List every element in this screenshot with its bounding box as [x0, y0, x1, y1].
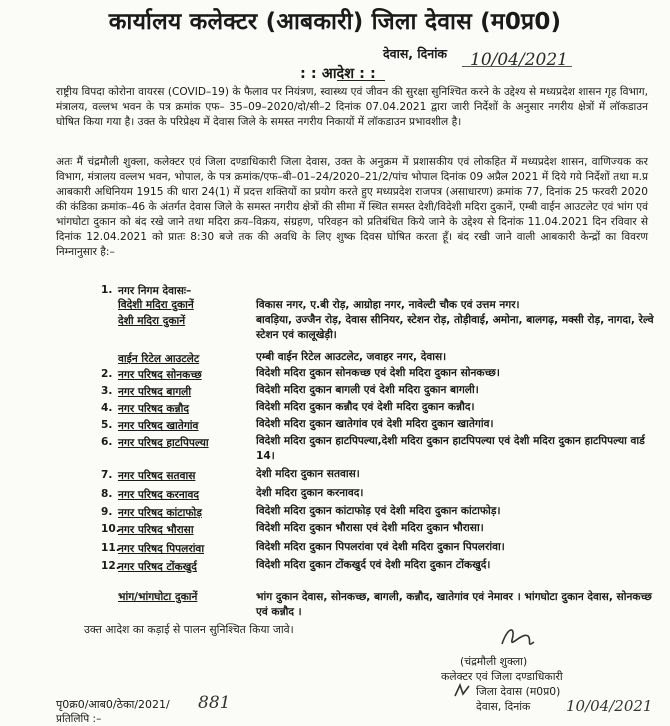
list-item-value: देशी मदिरा दुकान सतवास।: [256, 468, 360, 480]
list-item-value: बावड़िया, उज्जैन रोड़, देवास सीनियर, स्टेशन रोड़, तोड़ीवाई, अमोना, बालगढ़, मक्सी रोड़, नागदा, रेल्वे स्टेशन एवं कालूखेड़ी।: [256, 314, 654, 341]
list-item-value: विदेशी मदिरा दुकान पिपलरांवा एवं देशी मदिरा दुकान पिपलरांवा।: [256, 541, 505, 553]
list-item-value: विदेशी मदिरा दुकान सोनकच्छ एवं देशी मदिरा दुकान सोनकच्छ।: [256, 367, 500, 379]
list-item-number: 10.: [101, 523, 120, 535]
place-date-label: देवास, दिनांक: [383, 46, 448, 61]
list-item-label: नगर परिषद बागली: [118, 386, 192, 398]
list-item-value: विदेशी मदिरा दुकान हाटपिपल्या,देशी मदिरा दुकान हाटपिपल्या एवं देशी मदिरा दुकान हाटपिपल्या वार्ड 14।: [256, 435, 645, 462]
reference-handwritten-number: 881: [198, 693, 231, 713]
list-item-label: नगर परिषद सतवास: [118, 470, 196, 482]
signature-date-label: देवास, दिनांक: [476, 700, 531, 713]
list-item-label: वाईन रिटेल आउटलेट: [118, 353, 200, 365]
list-item-number: 11.: [101, 542, 120, 554]
order-heading: : : आदेश : :: [300, 66, 376, 82]
list-item-label: भांग/भांगघोटा दुकानें: [118, 591, 198, 603]
list-item-number: 5.: [101, 419, 113, 431]
signatory-name: (चंद्रमौली शुक्ला): [460, 655, 528, 668]
signature-handwritten-date: 10/04/2021: [566, 697, 653, 715]
list-item-value: विदेशी मदिरा दुकान कांटाफोड़ एवं देशी मदिरा दुकान कांटाफोड़।: [256, 505, 501, 517]
list-item-number: 3.: [101, 385, 113, 397]
office-title: कार्यालय कलेक्टर (आबकारी) जिला देवास (म0प्र0): [108, 9, 562, 35]
list-item-number: 8.: [101, 488, 113, 500]
list-item-value: एम्बी वाईन रिटेल आउटलेट, जवाहर नगर, देवास।: [256, 351, 447, 363]
list-item-number: 6.: [101, 436, 113, 448]
list-item-value: विकास नगर, ए.बी रोड़, आग्रोहा नगर, नावेल्टी चौक एवं उत्तम नगर।: [256, 299, 520, 311]
paragraph-1: राष्ट्रीय विपदा कोरोना वायरस (COVID–19) के फैलाव पर नियंत्रण, स्वास्थ्य एवं जीवन की सुरक्षा सुनिश्चित करने के उद्देश्य से मध्यप्रदेश शासन गृह विभाग, मंत्रालय, वल्लभ भवन के पत्र क्रमांक एफ– 35–09–2020/दो/सी–2 दिनांक 07.04.2021 द्वारा जारी निर्देशों के अनुसार नगरीय क्षेत्रों में लॉकडाउन घोषित किया गया है। उक्त के परिप्रेक्ष्य में देवास जिले के समस्त नगरीय निकायों में लॉकडाउन प्रभावशील है।: [56, 86, 648, 128]
list-item-label: नगर निगम देवासः–: [118, 285, 192, 297]
handwritten-order-date: 10/04/2021: [470, 50, 568, 70]
copy-to-label: प्रतिलिपि :–: [56, 713, 102, 725]
list-item-label: नगर परिषद हाटपिपल्या: [118, 437, 209, 449]
list-item-label: नगर परिषद टोंकखुर्द: [118, 561, 197, 573]
paragraph-2: अतः मैं चंद्रमौली शुक्ला, कलेक्टर एवं जिला दण्डाधिकारी जिला देवास, उक्त के अनुक्रम में प्रशासकीय एवं लोकहित में मध्यप्रदेश शासन, वाणिज्यक कर विभाग, मंत्रालय वल्लभ भवन, भोपाल, के पत्र क्रमांक/एफ–बी–01–24/2020–21/2/पांच भोपाल दिनांक 09 अप्रैल 2021 में दिये गये निर्देशों तथा म.प्र आबकारी अधिनियम 1915 की धारा 24(1) में प्रदत्त शक्तियों का प्रयोग करते हुए मध्यप्रदेश राजपत्र (असाधारण) क्रमांक 77, दिनांक 25 फरवरी 2020 की कंडिका क्रमांक–46 के अंतर्गत देवास जिले के समस्त नगरीय क्षेत्रों की सीमा में स्थित समस्त देशी/विदेशी मदिरा दुकानें, एम्बी वाईन आउटलेट एवं भांग एवं भांगघोटा दुकान को बंद रखे जाने तथा मदिरा क्रय–विक्रय, संग्रहण, परिवहन को प्रतिबंधित किये जाने के उद्देश्य से दिनांक 11.04.2021 दिन रविवार से दिनांक 12.04.2021 को प्रातः 8:30 बजे तक की अवधि के लिए शुष्क दिवस घोषित करता हूँ। बंद रखी जाने वाली आबकारी केन्द्रों का विवरण निम्नानुसार है:–: [56, 156, 648, 258]
list-item-value: देशी मदिरा दुकान करनावद।: [256, 487, 364, 499]
order-heading-underline: [337, 80, 385, 81]
signatory-district: जिला देवास (म0प्र0): [476, 685, 561, 698]
closing-instruction: उक्त आदेश का कड़ाई से पालन सुनिश्चित किया जावे।: [84, 623, 294, 636]
list-item-number: 9.: [101, 506, 113, 518]
list-item-value: विदेशी मदिरा दुकान कन्नौद एवं देशी मदिरा दुकान कन्नौद।: [256, 401, 475, 413]
list-item-label: नगर परिषद करनावद: [118, 489, 200, 501]
list-item-number: 4.: [101, 402, 113, 414]
list-item-label: नगर परिषद सोनकच्छ: [118, 369, 202, 381]
list-item-value: भांग दुकान देवास, सोनकच्छ, बागली, कन्नौद, खातेगांव एवं नेमावर । भांगघोटा दुकान देवास, सोनकच्छ एवं कन्नौद ।: [256, 591, 652, 618]
signatory-designation: कलेक्टर एवं जिला दण्डाधिकारी: [441, 670, 563, 683]
list-item-label: नगर परिषद कन्नौद: [118, 403, 189, 415]
list-item-value: विदेशी मदिरा दुकान टोंकखुर्द एवं देशी मदिरा दुकान टोंकखुर्द।: [256, 559, 491, 571]
list-item-number: 1.: [101, 284, 113, 296]
reference-number-label: पृ0क्र0/आब0/ठेका/2021/: [56, 698, 170, 711]
list-item-label: देशी मदिरा दुकानें: [118, 315, 186, 327]
list-item-label: नगर परिषद पिपलरांवा: [118, 543, 205, 555]
list-item-label: नगर परिषद खातेगांव: [118, 420, 199, 432]
date-underline: [462, 66, 572, 67]
list-item-number: 7.: [101, 469, 113, 481]
list-item-label: नगर परिषद कांटाफोड़: [118, 507, 202, 519]
signature-scribble-icon: [498, 622, 538, 652]
list-item-label: नगर परिषद भौरासा: [118, 524, 194, 536]
list-item-value: विदेशी मदिरा दुकान खातेगांव एवं देशी मदिरा दुकान खातेगांव।: [256, 418, 494, 430]
list-item-value: विदेशी मदिरा दुकान भौरासा एवं देशी मदिरा दुकान भौरासा।: [256, 522, 484, 534]
list-item-number: 12.: [101, 560, 120, 572]
list-item-label: विदेशी मदिरा दुकानें: [118, 299, 194, 311]
initials-mark-icon: [452, 682, 472, 700]
list-item-value: विदेशी मदिरा दुकान बागली एवं देशी मदिरा दुकान बागली।: [256, 384, 479, 396]
list-item-number: 2.: [101, 368, 113, 380]
